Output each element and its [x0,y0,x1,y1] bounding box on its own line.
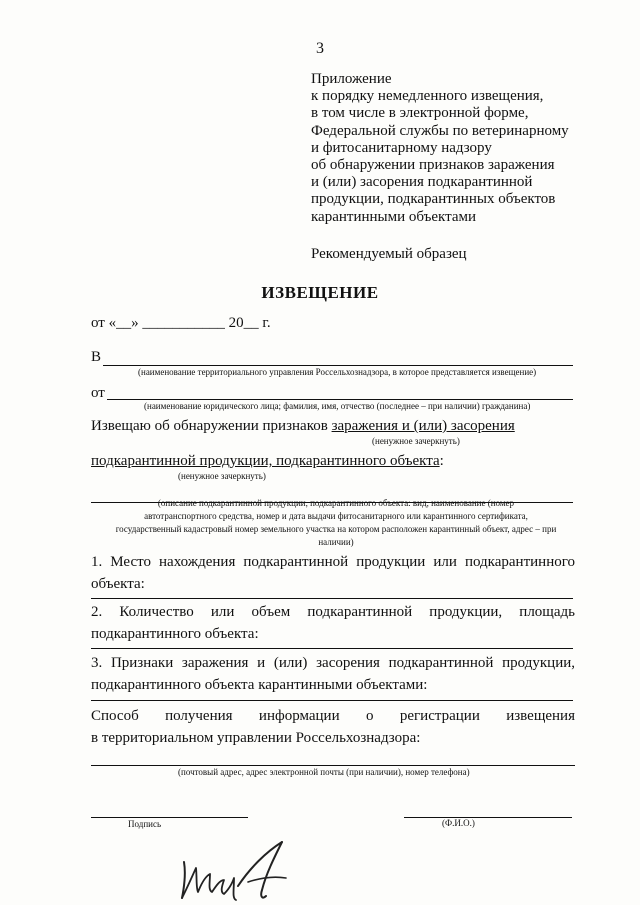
section-3-line-1: 3. Признаки заражения и (или) засорения подкарантинной продукции, [91,655,575,671]
from-prefix: от [91,385,105,401]
section-4-line-1: Способ получения информации о регистрации извещения [91,708,575,724]
fio-label: (Ф.И.О.) [442,818,475,828]
appendix-line: продукции, подкарантинных объектов [311,191,556,208]
to-prefix: В [91,349,102,365]
appendix-line: к порядку немедленного извещения, [311,88,544,105]
section-1 [91,551,575,595]
description-hint [91,497,581,549]
section-2 [91,601,575,645]
signature-label: Подпись [128,819,162,829]
from-hint: (наименование юридического лица; фамилия, имя, отчество (последнее – при наличии) гражданина) [144,401,531,411]
contact-hint: (почтовый адрес, адрес электронной почты (при наличии), номер телефона) [178,767,470,777]
appendix-line: и фитосанитарному надзору [311,139,492,156]
appendix-line: карантинными объектами [311,208,477,225]
fio-field-line[interactable] [404,817,572,818]
section-1-line-1: 1. Место нахождения подкарантинной продукции или подкарантинного [91,554,575,570]
section-4-line-2: в территориальном управлении Россельхознадзора: [91,730,421,746]
notice-lead: Извещаю об обнаружении признаков [91,418,332,434]
notice-object-line: подкарантинной продукции, подкарантинного объекта [91,453,440,469]
contact-field-line[interactable] [91,765,575,766]
date-line: от «__» ___________ 20__ г. [91,315,271,331]
signature-field-line[interactable] [91,817,248,818]
to-hint: (наименование территориального управления Россельхознадзора, в которое представляется извещение) [138,367,537,377]
notice-sentence [91,418,515,435]
to-field-line[interactable] [103,365,573,366]
section-4 [91,705,575,749]
section-2-field-line[interactable] [91,648,573,649]
section-2-line-1: 2. Количество или объем подкарантинной продукции, площадь [91,604,575,620]
document-title: ИЗВЕЩЕНИЕ [261,283,379,302]
section-1-field-line[interactable] [91,598,573,599]
description-hint-line: наличии) [318,537,354,547]
notice-object [91,453,444,470]
notice-option: заражения и (или) засорения [331,418,515,434]
page-number: 3 [316,40,324,57]
section-1-line-2: объекта: [91,576,145,592]
section-3-field-line[interactable] [91,700,573,701]
appendix-line: Приложение [311,71,392,87]
appendix-line: в том числе в электронной форме, [311,105,529,122]
notice-hint-2: (ненужное зачеркнуть) [178,471,266,481]
recommended-sample-label: Рекомендуемый образец [311,246,467,262]
description-hint-line: государственный кадастровый номер земельного участка на котором расположен карантинный объект, адрес – при [115,524,557,534]
handwritten-signature-icon [170,838,300,904]
appendix-line: об обнаружении признаков заражения [311,157,555,174]
description-hint-line: (описание подкарантинной продукции, подкарантинного объекта: вид, наименование (номер [157,498,515,508]
appendix-line: и (или) засорения подкарантинной [311,174,533,191]
appendix-line: Федеральной службы по ветеринарному [311,122,569,139]
section-2-line-2: подкарантинного объекта: [91,626,259,642]
from-field-line[interactable] [107,399,573,400]
appendix-block [311,71,569,226]
section-3-line-2: подкарантинного объекта карантинными объектами: [91,677,428,693]
description-hint-line: автотранспортного средства, номер и дата выдачи фитосанитарного или карантинного сертификата, [144,511,528,521]
notice-hint-1: (ненужное зачеркнуть) [372,436,460,446]
section-3 [91,652,575,696]
notice-colon: : [439,453,444,469]
